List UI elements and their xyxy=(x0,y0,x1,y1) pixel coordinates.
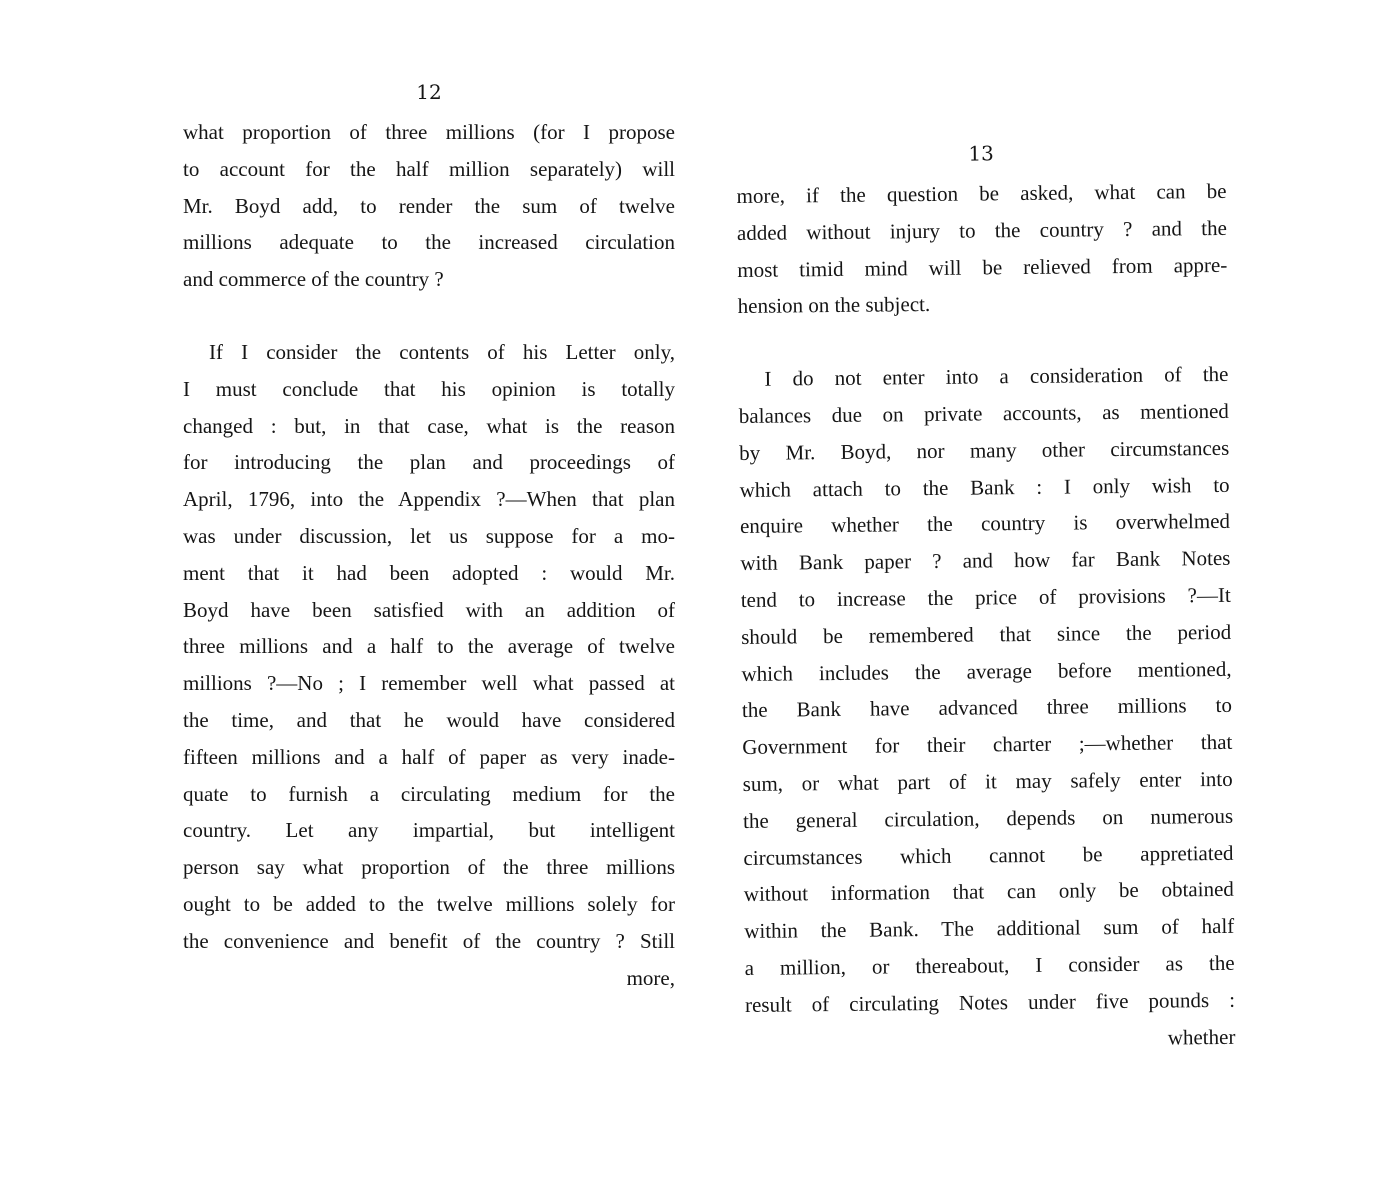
text-line: tend to increase the price of provisions ?—It xyxy=(740,582,1231,612)
text-line: fifteen millions and a half of paper as very inade- xyxy=(183,744,675,769)
text-line: to account for the half million separately) will xyxy=(183,156,675,181)
catchword: whether xyxy=(1167,1024,1236,1050)
text-line: result of circulating Notes under five pounds : xyxy=(744,987,1236,1017)
text-line: ment that it had been adopted : would Mr. xyxy=(183,560,675,585)
text-line: with Bank paper ? and how far Bank Notes xyxy=(740,546,1231,576)
text-line: more, if the question be asked, what can be xyxy=(736,178,1227,208)
page-number: 13 xyxy=(968,141,994,166)
text-line: by Mr. Boyd, nor many other circumstances xyxy=(739,435,1230,465)
text-line: was under discussion, let us suppose for a mo- xyxy=(183,523,675,548)
text-line: what proportion of three millions (for I propose xyxy=(183,120,675,144)
text-line: I must conclude that his opinion is totally xyxy=(183,376,675,401)
text-line: millions ?—No ; I remember well what passed at xyxy=(183,671,675,696)
text-line: I do not enter into a consideration of the xyxy=(764,362,1229,391)
text-line: country. Let any impartial, but intelligent xyxy=(183,818,675,843)
text-line: a million, or thereabout, I consider as the xyxy=(744,950,1235,980)
paragraph xyxy=(738,356,1235,1023)
text-line: the Bank have advanced three millions to xyxy=(741,693,1233,723)
text-line: without information that can only be obtained xyxy=(743,877,1234,907)
text-line: hension on the subject. xyxy=(737,292,931,319)
text-line: If I consider the contents of his Letter only, xyxy=(209,339,675,364)
text-line: ought to be added to the twelve millions solely for xyxy=(183,891,675,916)
text-line: quate to furnish a circulating medium for the xyxy=(183,781,675,806)
left-page xyxy=(183,80,675,996)
text-line: person say what proportion of the three millions xyxy=(183,855,675,880)
text-line: for introducing the plan and proceedings of xyxy=(183,450,675,475)
text-line: April, 1796, into the Appendix ?—When that plan xyxy=(183,487,675,512)
page-number: 12 xyxy=(416,80,442,104)
paragraph xyxy=(736,173,1228,325)
text-line: should be remembered that since the period xyxy=(741,619,1232,649)
text-line: and commerce of the country ? xyxy=(183,267,444,292)
text-line: enquire whether the country is overwhelmed xyxy=(739,509,1231,539)
paragraph xyxy=(183,114,675,298)
text-line: within the Bank. The additional sum of half xyxy=(744,913,1235,944)
right-page xyxy=(736,139,1236,1060)
text-line: most timid mind will be relieved from appre- xyxy=(737,252,1228,282)
text-line: Mr. Boyd add, to render the sum of twelve xyxy=(183,193,675,218)
text-line: the time, and that he would have considered xyxy=(183,707,675,732)
text-line: millions adequate to the increased circulation xyxy=(183,230,675,255)
text-line: the general circulation, depends on numerous xyxy=(742,803,1234,833)
text-line: the convenience and benefit of the country ? Still xyxy=(183,928,675,953)
text-line: Boyd have been satisfied with an addition of xyxy=(183,597,675,622)
text-line: added without injury to the country ? and the xyxy=(736,215,1228,245)
text-line: changed : but, in that case, what is the reason xyxy=(183,413,675,438)
paragraph xyxy=(183,334,675,960)
catchword: more, xyxy=(626,965,675,990)
text-line: three millions and a half to the average of twelve xyxy=(183,634,675,659)
text-line: which includes the average before mentioned, xyxy=(741,656,1232,686)
text-line: circumstances which cannot be appretiated xyxy=(743,840,1234,870)
text-line: which attach to the Bank : I only wish to xyxy=(739,472,1230,502)
text-line: Government for their charter ;—whether that xyxy=(742,729,1233,760)
text-line: balances due on private accounts, as mentioned xyxy=(738,398,1229,428)
text-line: sum, or what part of it may safely enter into xyxy=(742,766,1233,796)
